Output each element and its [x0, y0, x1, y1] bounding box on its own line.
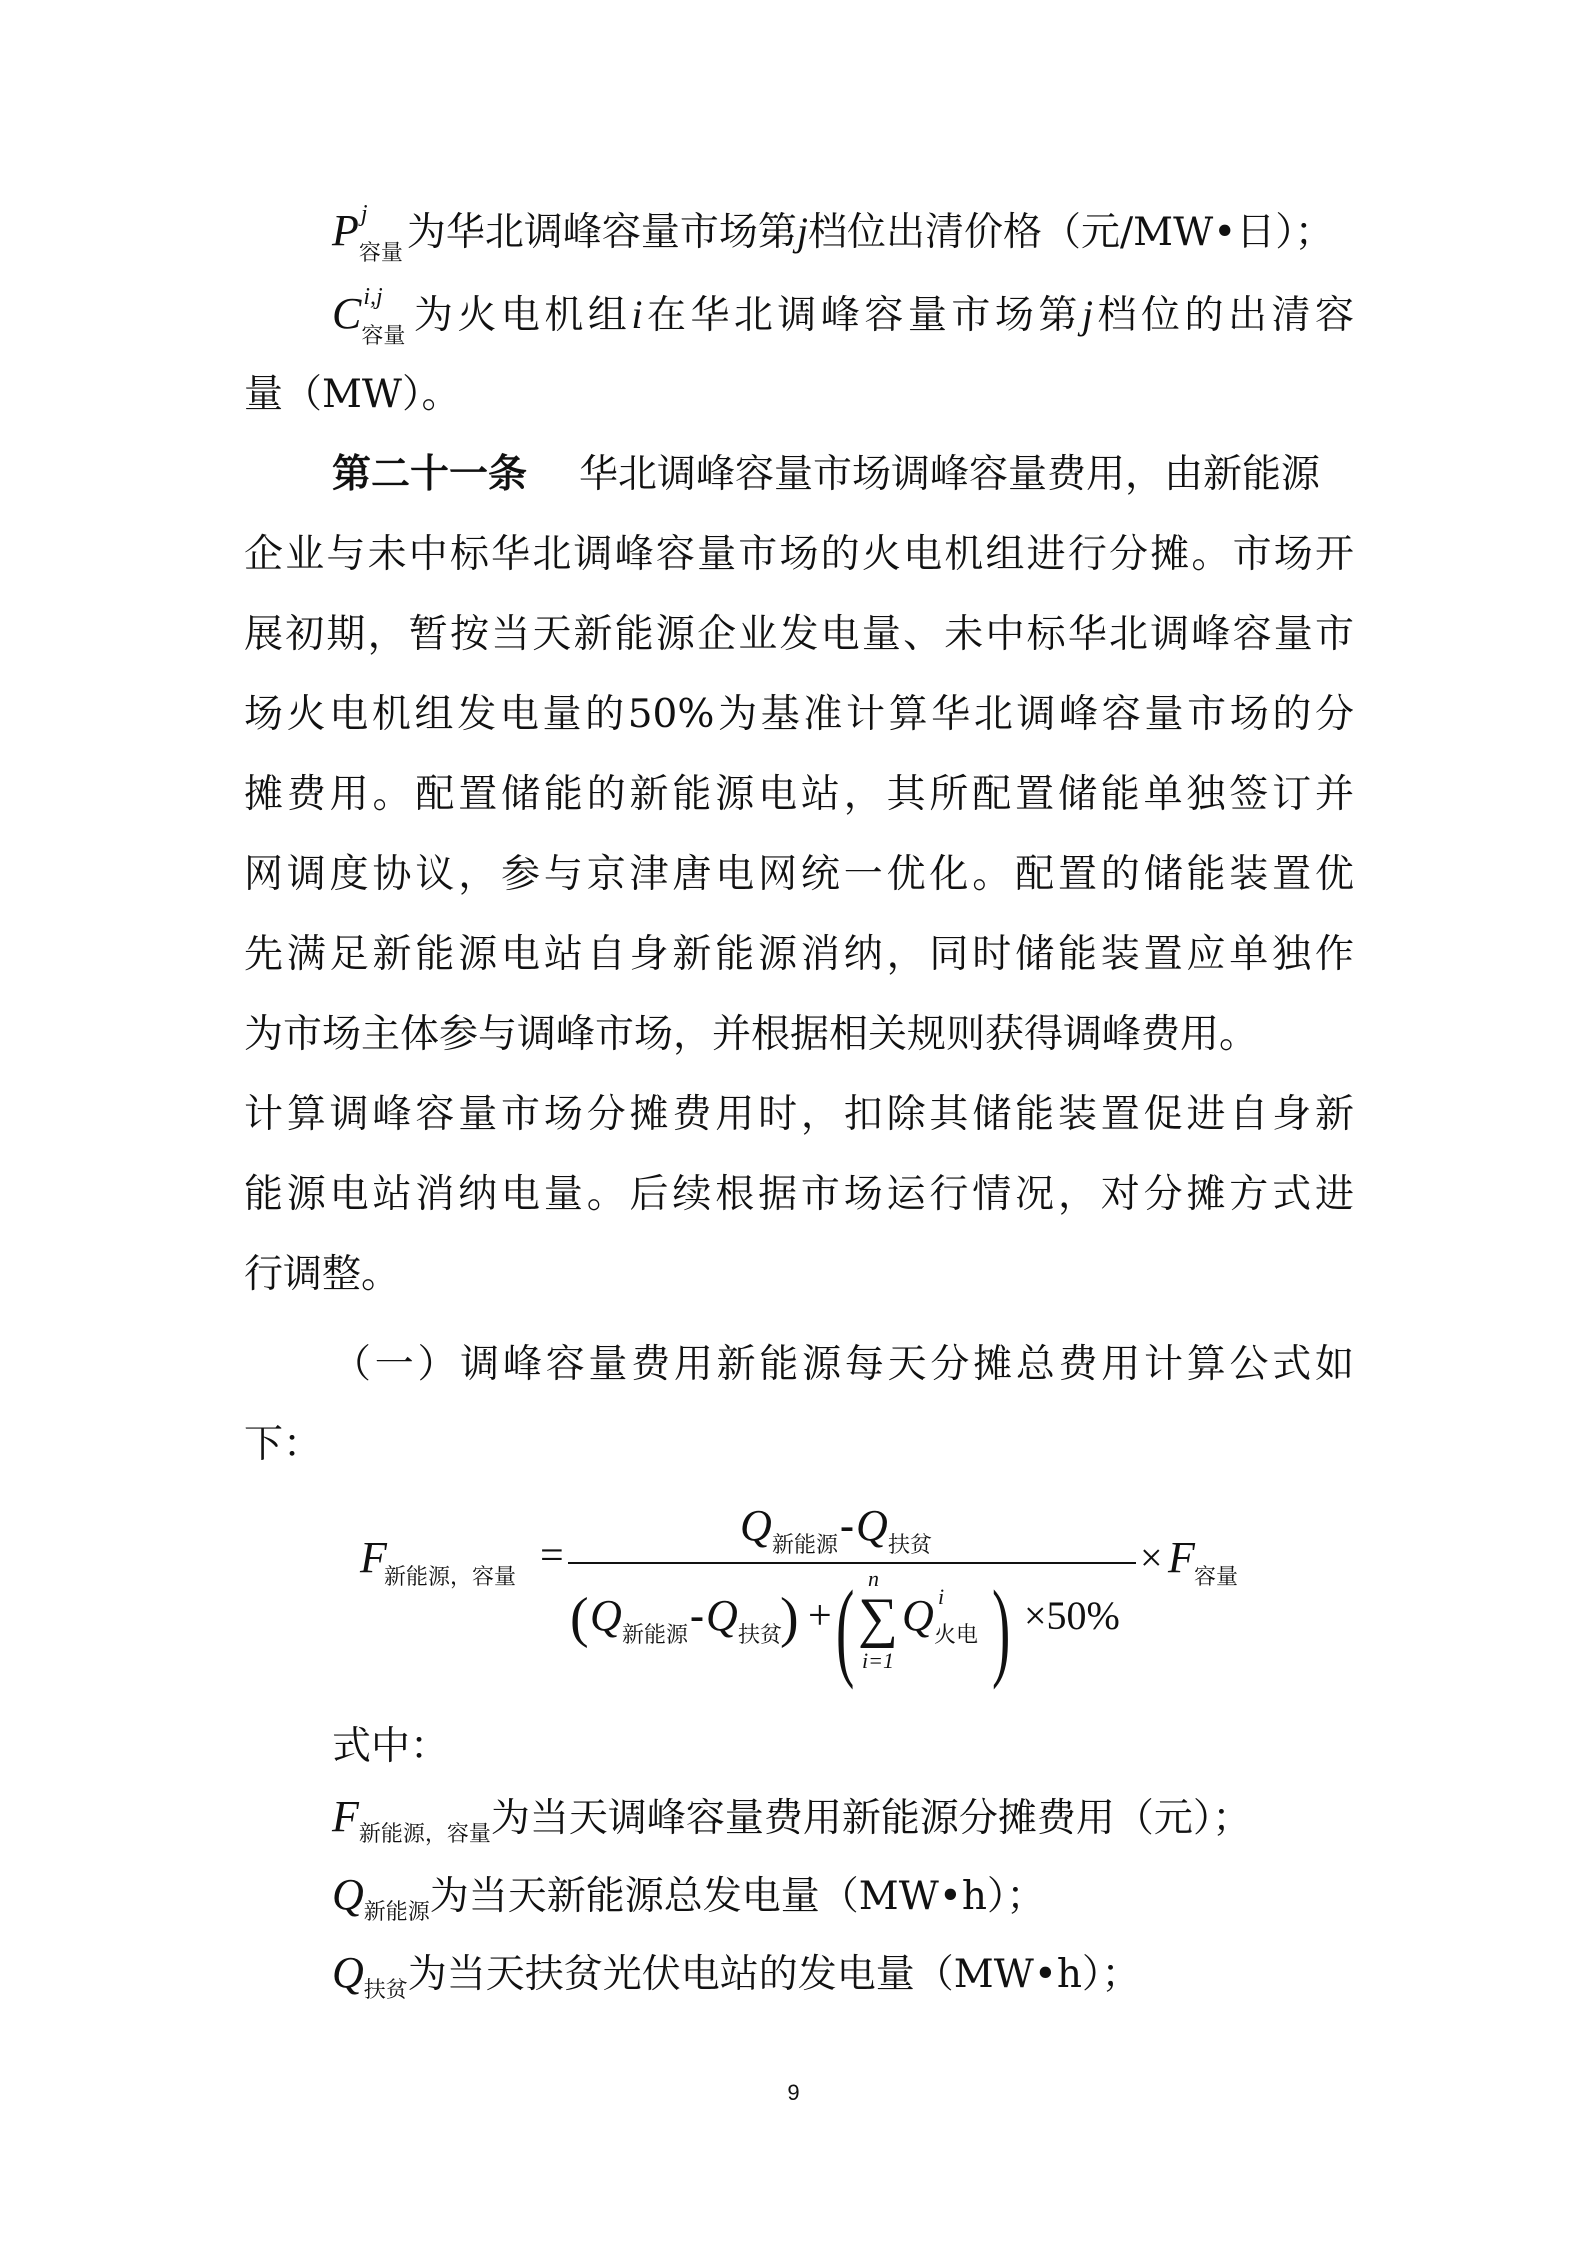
formula-lhs-var: F	[360, 1533, 387, 1582]
var-c-sub: 容量	[361, 324, 406, 349]
var-p: P	[332, 206, 359, 255]
formula-equals: =	[540, 1533, 564, 1579]
formula-big-paren-open: (	[836, 1568, 855, 1690]
formula-sum-q-sub: 火电	[934, 1623, 979, 1648]
var-c-sup: i,j	[363, 284, 383, 310]
article-heading: 第二十一条	[332, 452, 528, 497]
def-c-text-pre: 为火电机组	[409, 293, 632, 338]
formula-sum-top: n	[868, 1566, 879, 1591]
article-line: 行调整。	[244, 1252, 401, 1297]
formula-num-q2: Q	[856, 1501, 888, 1550]
article-line: 网调度协议，参与京津唐电网统一优化。配置的储能装置优	[244, 852, 1354, 897]
formula-den-minus: -	[690, 1593, 704, 1639]
def-p-text-post: 档位出清价格（元/MW•日）；	[808, 210, 1334, 255]
def-c-j: j	[1081, 292, 1094, 337]
def-c-continuation: 量（MW）。	[244, 372, 461, 417]
where-item-text: 为当天调峰容量费用新能源分摊费用（元）；	[490, 1796, 1252, 1841]
article-line: 场火电机组发电量的50%为基准计算华北调峰容量市场的分	[244, 692, 1354, 737]
where-item-var: Q	[332, 1948, 364, 1997]
var-p-scripts	[358, 201, 407, 266]
where-item-text: 为当天新能源总发电量（MW•h）；	[429, 1874, 1046, 1919]
page-number: 9	[787, 2080, 800, 2105]
where-item-sub: 新能源，容量	[358, 1822, 491, 1847]
var-c-scripts	[361, 284, 409, 349]
def-c-text-post: 档位的出清容	[1093, 293, 1354, 338]
article-line: 展初期，暂按当天新能源企业发电量、未中标华北调峰容量市	[244, 612, 1354, 657]
article-line-0: 华北调峰容量市场调峰容量费用，由新能源	[579, 452, 1321, 497]
clause-one-line-1: （一）调峰容量费用新能源每天分摊总费用计算公式如	[332, 1342, 1354, 1387]
where-item	[332, 1870, 1354, 1938]
where-item-sub: 新能源	[363, 1900, 430, 1925]
where-label: 式中：	[332, 1724, 450, 1769]
formula-fraction-bar	[568, 1562, 1136, 1564]
where-item-var: F	[332, 1792, 359, 1841]
formula-paren-close: )	[780, 1587, 799, 1649]
where-item-var: Q	[332, 1870, 364, 1919]
var-c: C	[332, 289, 362, 338]
formula-rhs-sub: 容量	[1194, 1565, 1239, 1590]
article-line: 企业与未中标华北调峰容量市场的火电机组进行分摊。市场开	[244, 532, 1354, 577]
formula-sum-bottom: i=1	[862, 1648, 894, 1673]
article-first-line	[332, 450, 1354, 500]
formula-num-q2-sub: 扶贫	[888, 1533, 933, 1558]
formula-big-paren-close: )	[992, 1568, 1011, 1690]
def-p-text-pre: 为华北调峰容量市场第	[406, 210, 797, 255]
def-c-text-mid: 在华北调峰容量市场第	[642, 293, 1082, 338]
formula-num-q1-sub: 新能源	[772, 1533, 839, 1558]
formula-lhs-sub: 新能源，容量	[384, 1565, 517, 1590]
allocation-formula	[360, 1500, 1260, 1690]
article-line: 能源电站消纳电量。后续根据市场运行情况，对分摊方式进	[244, 1172, 1354, 1217]
clause-one-line-2: 下：	[244, 1422, 323, 1467]
var-p-sub: 容量	[358, 241, 403, 266]
formula-sum-sign: ∑	[858, 1587, 898, 1649]
formula-rhs-var: F	[1168, 1533, 1195, 1582]
formula-num-minus: -	[840, 1503, 854, 1549]
formula-plus: +	[808, 1593, 832, 1639]
article-line: 先满足新能源电站自身新能源消纳，同时储能装置应单独作	[244, 932, 1354, 977]
formula-times-pct: ×50%	[1024, 1593, 1120, 1638]
formula-den-q1-sub: 新能源	[622, 1623, 689, 1648]
where-item-sub: 扶贫	[363, 1978, 408, 2003]
where-item	[332, 1948, 1354, 2016]
article-line: 计算调峰容量市场分摊费用时，扣除其储能装置促进自身新	[244, 1092, 1354, 1137]
formula-sum-q-sup: i	[938, 1584, 945, 1609]
formula-den-q2-sub: 扶贫	[738, 1623, 783, 1648]
formula-den-q1: Q	[590, 1591, 622, 1640]
formula-paren-open: (	[570, 1587, 589, 1649]
article-line: 摊费用。配置储能的新能源电站，其所配置储能单独签订并	[244, 772, 1354, 817]
def-c-i: i	[631, 292, 643, 337]
where-item-text: 为当天扶贫光伏电站的发电量（MW•h）；	[407, 1952, 1141, 1997]
def-c-capacity	[332, 284, 1354, 349]
where-item	[332, 1792, 1354, 1860]
formula-den-q2: Q	[706, 1591, 738, 1640]
def-p-capacity-price	[332, 201, 1354, 266]
formula-times: ×	[1140, 1535, 1163, 1580]
article-line: 为市场主体参与调峰市场，并根据相关规则获得调峰费用。	[244, 1012, 1259, 1057]
formula-num-q1: Q	[740, 1501, 772, 1550]
def-p-j: j	[796, 209, 809, 254]
var-p-sup: j	[360, 201, 368, 227]
formula-sum-q: Q	[902, 1591, 934, 1640]
